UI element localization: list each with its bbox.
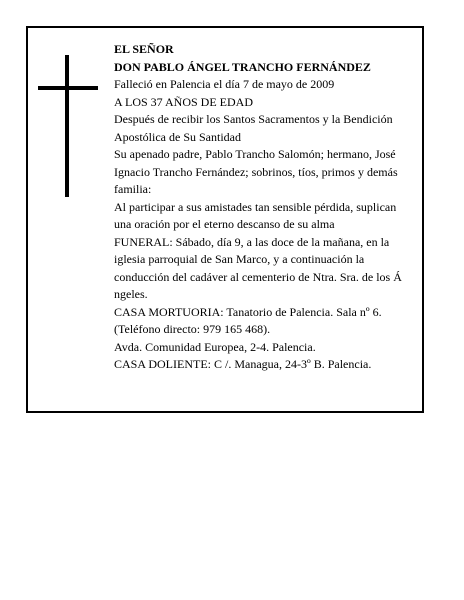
title-line: EL SEÑOR (114, 42, 174, 56)
sacraments-line: Después de recibir los Santos Sacramentos y la Bendición Apostólica de Su Santidad (114, 112, 393, 144)
death-date: Falleció en Palencia el día 7 de mayo de 2009 (114, 77, 335, 91)
funeral-details: FUNERAL: Sábado, día 9, a las doce de la mañana, en la iglesia parroquial de San Marco, y a continuación la conducción del cadáver al cementerio de Ntra. Sra. de los Á ngeles. (114, 234, 402, 301)
prayer-request: Al participar a sus amistades tan sensible pérdida, suplican una oración por el eterno descanso de su alma (114, 199, 397, 231)
funeral-home: CASA MORTUORIA: Tanatorio de Palencia. Sala nº 6. (Teléfono directo: 979 165 468). (114, 304, 382, 336)
funeral-home-address: Avda. Comunidad Europea, 2-4. Palencia. (114, 339, 316, 354)
deceased-name: DON PABLO ÁNGEL TRANCHO FERNÁNDEZ (114, 59, 371, 74)
age-line: A LOS 37 AÑOS DE EDAD (114, 94, 254, 109)
cross-vertical-bar (65, 55, 69, 197)
family-home: CASA DOLIENTE: C /. Managua, 24-3º B. Palencia. (114, 357, 372, 371)
notice-text (114, 41, 416, 374)
obituary-notice (26, 26, 424, 413)
family-line: Su apenado padre, Pablo Trancho Salomón; hermano, José Ignacio Trancho Fernández; sobrinos, tíos, primos y demás familia: (114, 147, 398, 196)
cross-horizontal-bar (38, 86, 98, 90)
